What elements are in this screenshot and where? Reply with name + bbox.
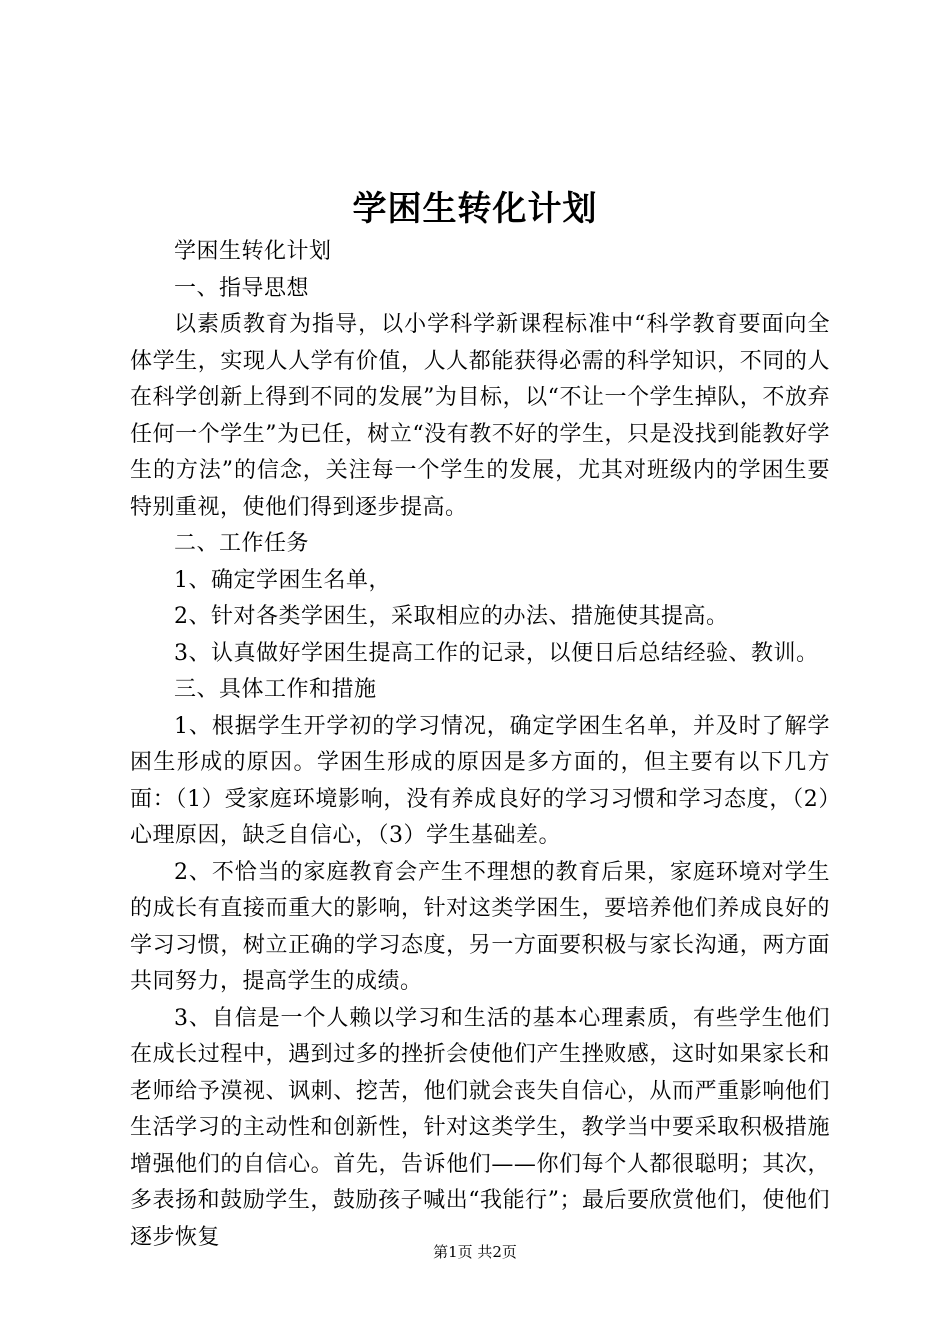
page-number-footer: 第1页 共2页 xyxy=(433,1243,517,1261)
subtitle-paragraph: 学困生转化计划 xyxy=(174,239,332,264)
task-item: 1、确定学困生名单， xyxy=(174,567,391,593)
section-heading-guiding-thought: 一、指导思想 xyxy=(174,275,310,301)
task-item: 3、认真做好学困生提高工作的记录，以便日后总结经验、教训。 xyxy=(174,640,819,666)
section-heading-tasks: 二、工作任务 xyxy=(174,531,310,556)
body-paragraph: 1、根据学生开学初的学习情况，确定学困生名单，并及时了解学困生形成的原因。学困生形成的原因是多方面的，但主要有以下几方面：（1）受家庭环境影响，没有养成良好的学习习惯和学习态度，（2）心理原因，缺乏自信心，（3）学生基础差。 xyxy=(130,713,830,848)
body-paragraph: 3、自信是一个人赖以学习和生活的基本心理素质，有些学生他们在成长过程中，遇到过多的挫折会使他们产生挫败感，这时如果家长和老师给予漠视、讽刺、挖苦，他们就会丧失自信心，从而严重影响他们生活学习的主动性和创新性，针对这类学生，教学当中要采取积极措施增强他们的自信心。首先，告诉他们——你们每个人都很聪明；其次，多表扬和鼓励学生，鼓励孩子喊出“我能行”；最后要欣赏他们，使他们逐步恢复 xyxy=(130,1005,830,1250)
body-paragraph: 以素质教育为指导，以小学科学新课程标准中“科学教育要面向全体学生，实现人人学有价值，人人都能获得必需的科学知识，不同的人在科学创新上得到不同的发展”为目标，以“不让一个学生掉队，不放弃任何一个学生”为已任，树立“没有教不好的学生，只是没找到能教好学生的方法”的信念，关注每一个学生的发展，尤其对班级内的学困生要特别重视，使他们得到逐步提高。 xyxy=(130,312,830,520)
section-heading-measures: 三、具体工作和措施 xyxy=(174,677,377,702)
task-item: 2、针对各类学困生，采取相应的办法、措施使其提高。 xyxy=(174,604,729,629)
body-paragraph: 2、不恰当的家庭教育会产生不理想的教育后果，家庭环境对学生的成长有直接而重大的影响，针对这类学困生，要培养他们养成良好的学习习惯，树立正确的学习态度，另一方面要积极与家长沟通，两方面共同努力，提高学生的成绩。 xyxy=(130,859,830,994)
document-body xyxy=(130,234,830,1256)
document-title: 学困生转化计划 xyxy=(352,189,598,229)
